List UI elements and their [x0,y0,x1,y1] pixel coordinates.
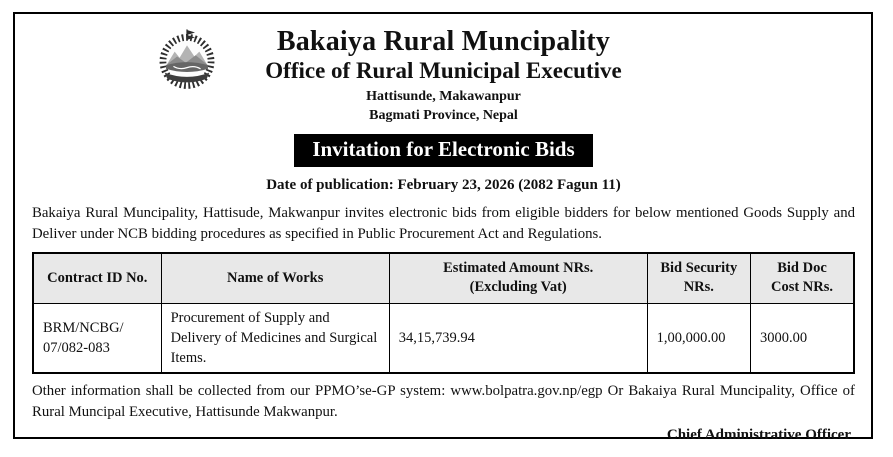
col-header-name-of-works [161,253,389,303]
header-line: Contract ID No. [47,269,148,286]
header-line: Cost NRs. [770,279,834,296]
cell-bid-doc-cost: 3000.00 [751,303,854,373]
header-line: Bid Security [660,260,738,277]
header-line: Bid Doc [777,260,827,277]
cell-bid-security: 1,00,000.00 [647,303,750,373]
col-header-bid-security [647,253,750,303]
bid-table [32,252,855,374]
header-line: (Excluding Vat) [469,279,567,296]
document-border [13,12,873,443]
contract-id-line: BRM/NCBG/ [43,319,124,336]
col-header-contract-id [33,253,161,303]
address-line-2: Bagmati Province, Nepal [369,108,518,123]
document-header [32,27,855,125]
intro-paragraph: Bakaiya Rural Muncipality, Hattisude, Makwanpur invites electronic bids from eligible bidders for below mentioned Goods Supply and Deliver under NCB bidding procedures as specified in Public Procurement Act and Regulations. [32,205,855,242]
cell-estimated-amount: 34,15,739.94 [389,303,647,373]
nepal-emblem-icon [150,28,224,90]
header-line: Estimated Amount NRs. [443,260,594,277]
document-content [15,14,871,444]
header-line: NRs. [683,279,714,296]
cell-name-of-works: Procurement of Supply and Delivery of Medicines and Surgical Items. [161,303,389,373]
contract-id-line: 07/082-083 [43,339,110,356]
invitation-banner: Invitation for Electronic Bids [294,134,592,167]
office-subtitle: Office of Rural Municipal Executive [265,58,622,83]
cell-contract-id [33,303,161,373]
banner-row [32,134,855,167]
publication-date: Date of publication: February 23, 2026 (2082 Fagun 11) [266,177,621,193]
header-line: Name of Works [226,269,324,286]
table-header-row [33,253,854,303]
address-line-1: Hattisunde, Makawanpur [366,89,521,104]
col-header-estimated-amount [389,253,647,303]
table-row [33,303,854,373]
signature-title: Chief Administrative Officer [666,426,851,443]
municipality-title: Bakaiya Rural Muncipality [276,26,611,57]
footer-info: Other information shall be collected from our PPMO’se-GP system: www.bolpatra.gov.np/egp Or Bakaiya Rural Muncipality, Office of Rural Muncipal Executive, Hattisunde Makwanpur. [32,382,855,420]
col-header-bid-doc-cost [751,253,854,303]
